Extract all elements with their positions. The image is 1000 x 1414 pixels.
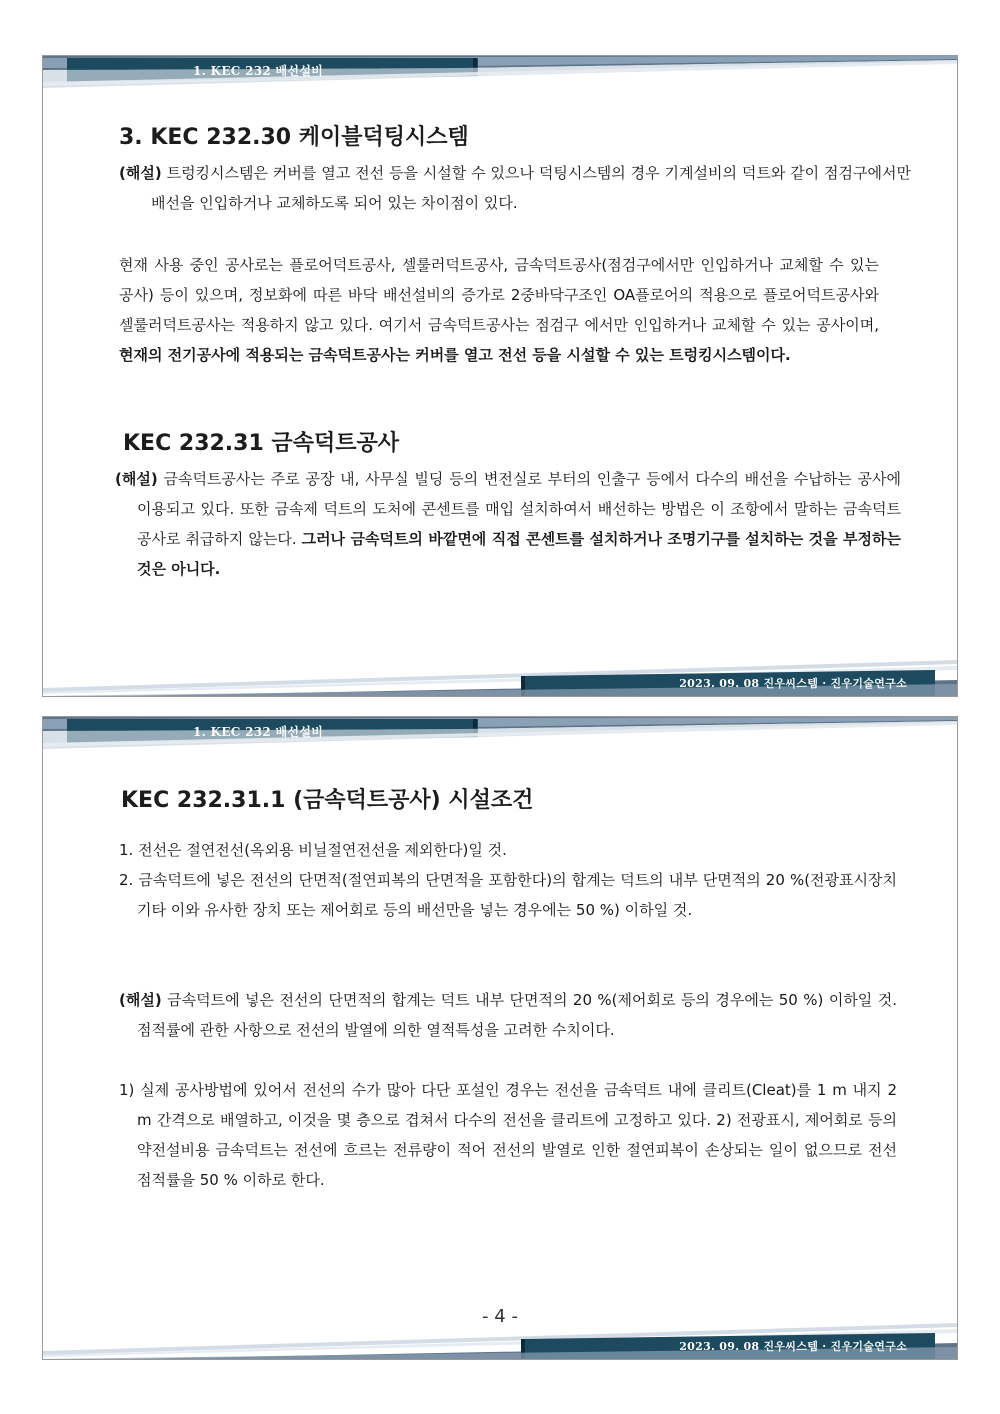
commentary-label: (해설) [115,470,158,488]
footer-label: 2023. 09. 08 진우씨스템 · 진우기술연구소 [679,1340,907,1353]
commentary-text: 금속덕트공사는 주로 공장 내, 사무실 빌딩 등의 변전실로 부터의 인출구 등에서 다수의 배선을 수납하는 공사에 이용되고 있다. 또한 금속제 덕트의 도처에 콘센트를 매입 설치하여서 배선하는 방법은 이 조항에서 말하는 금속덕트공사로 취급하지 않는다. [137,470,901,548]
body-paragraph: 1) 실제 공사방법에 있어서 전선의 수가 많아 다단 포설인 경우는 전선을 금속덕트 내에 클리트(Cleat)를 1 m 내지 2 m 간격으로 배열하고, 이것을 몇 층으로 겹쳐서 다수의 전선을 클리트에 고정하고 있다. 2) 전광표시, 제어회로 등의 약전설비용 금속덕트는 전선에 흐르는 전류량이 적어 전선의 발열로 인한 절연피복이 손상되는 일이 없으므로 전선 점적률을 50 % 이하로 한다. [119,1081,897,1189]
body-bold-text: 현재의 전기공사에 적용되는 금속덕트공사는 커버를 열고 전선 등을 시설할 수 있는 트렁킹시스템이다. [119,346,791,364]
header-banner [43,717,958,757]
list-item-2: 2. 금속덕트에 넣은 전선의 단면적(절연피복의 단면적을 포함한다)의 합계는 덕트의 내부 단면적의 20 %(전광표시장치 기타 이와 유사한 장치 또는 제어회로 등의 배선만을 넣는 경우에는 50 %) 이하일 것. [119,871,897,919]
body-text: 현재 사용 중인 공사로는 플로어덕트공사, 셀룰러덕트공사, 금속덕트공사(점검구에서만 인입하거나 교체할 수 있는 공사) 등이 있으며, 정보화에 따른 바닥 배선설비의 증가로 2중바닥구조인 OA플로어의 적용으로 플로어덕트공사와 셀룰러덕트공사는 적용하지 않고 있다. 여기서 금속덕트공사는 점검구 에서만 인입하거나 교체할 수 있는 공사이며, [119,256,879,334]
section-heading-2: KEC 232.31 금속덕트공사 [123,431,399,456]
list-item-1: 1. 전선은 절연전선(옥외용 비닐절연전선을 제외한다)일 것. [119,841,507,859]
header-label: 1. KEC 232 배선설비 [193,64,324,78]
slide-1 [42,55,958,697]
section-heading: 3. KEC 232.30 케이블덕팅시스템 [119,125,469,150]
commentary-label: (해설) [119,991,162,1009]
body-paragraph [119,250,879,370]
commentary-paragraph [119,985,897,1045]
header-label: 1. KEC 232 배선설비 [193,725,324,739]
commentary-text: 트렁킹시스템은 커버를 열고 전선 등을 시설할 수 있으나 덕팅시스템의 경우 기계설비의 덕트와 같이 점검구에서만 배선을 인입하거나 교체하도록 되어 있는 차이점이 있다. [151,164,911,212]
commentary-paragraph [119,158,911,218]
page-number: - 4 - [482,1306,518,1327]
commentary-bold-text: 그러나 금속덕트의 바깥면에 직접 콘센트를 설치하거나 조명기구를 설치하는 것을 부정하는 것은 아니다. [137,530,901,578]
header-banner [43,56,958,96]
commentary-label: (해설) [119,164,162,182]
section-heading: KEC 232.31.1 (금속덕트공사) 시설조건 [121,788,534,813]
commentary-text: 금속덕트에 넣은 전선의 단면적의 합계는 덕트 내부 단면적의 20 %(제어회로 등의 경우에는 50 %) 이하일 것. 점적률에 관한 사항으로 전선의 발열에 의한 열적특성을 고려한 수치이다. [137,991,897,1039]
commentary-paragraph-2 [115,464,901,584]
slide-2 [42,716,958,1360]
footer-label: 2023. 09. 08 진우씨스템 · 진우기술연구소 [679,677,907,690]
